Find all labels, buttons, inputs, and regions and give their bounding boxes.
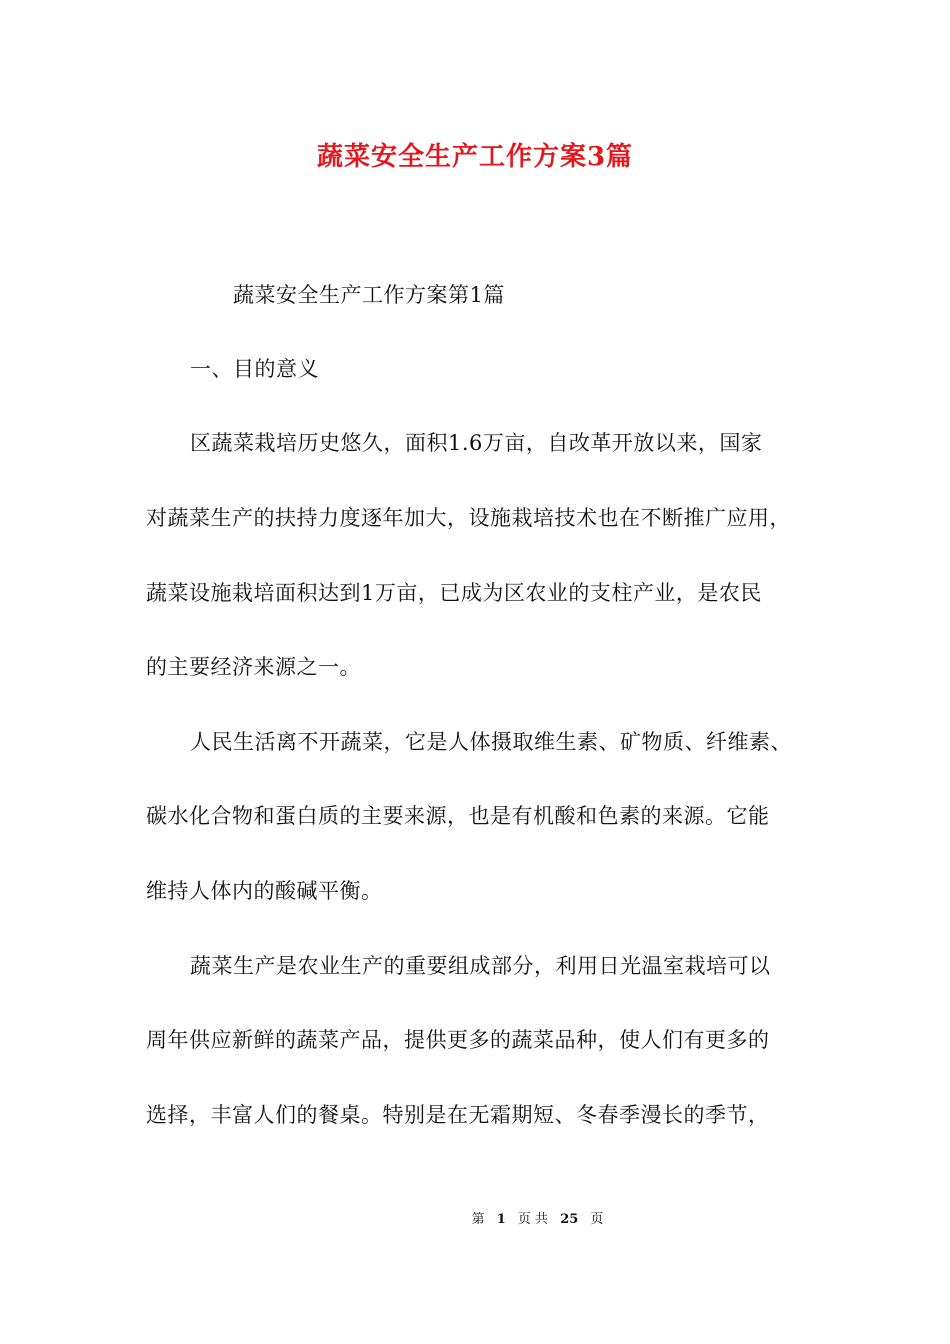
paragraph-line: 人民生活离不开蔬菜，它是人体摄取维生素、矿物质、纤维素、: [190, 730, 792, 754]
total-page-count: 25: [560, 1212, 579, 1227]
paragraph-line: 蔬菜生产是农业生产的重要组成部分，利用日光温室栽培可以: [190, 954, 771, 978]
paragraph-line: 维持人体内的酸碱平衡。: [146, 879, 383, 903]
page-footer: [0, 1208, 950, 1227]
paragraph-line: 碳水化合物和蛋白质的主要来源，也是有机酸和色素的来源。它能: [146, 804, 770, 828]
section-heading: 一、目的意义: [190, 357, 319, 381]
paragraph-line: 选择，丰富人们的餐桌。特别是在无霜期短、冬春季漫长的季节，: [146, 1103, 770, 1127]
footer-middle: 页 共: [517, 1212, 549, 1227]
current-page-number: 1: [496, 1212, 506, 1227]
paragraph-line: 的主要经济来源之一。: [146, 655, 361, 679]
paragraph-line: 区蔬菜栽培历史悠久，面积1.6万亩，自改革开放以来，国家: [190, 431, 763, 455]
chapter-subtitle: 蔬菜安全生产工作方案第1篇: [233, 283, 505, 307]
document-title: 蔬菜安全生产工作方案3篇: [316, 142, 634, 172]
paragraph-line: 周年供应新鲜的蔬菜产品，提供更多的蔬菜品种，使人们有更多的: [146, 1028, 770, 1052]
footer-prefix: 第: [471, 1212, 485, 1227]
footer-suffix: 页: [590, 1212, 604, 1227]
paragraph-line: 对蔬菜生产的扶持力度逐年加大，设施栽培技术也在不断推广应用，: [146, 506, 791, 530]
paragraph-line: 蔬菜设施栽培面积达到1万亩，已成为区农业的支柱产业，是农民: [146, 581, 762, 605]
